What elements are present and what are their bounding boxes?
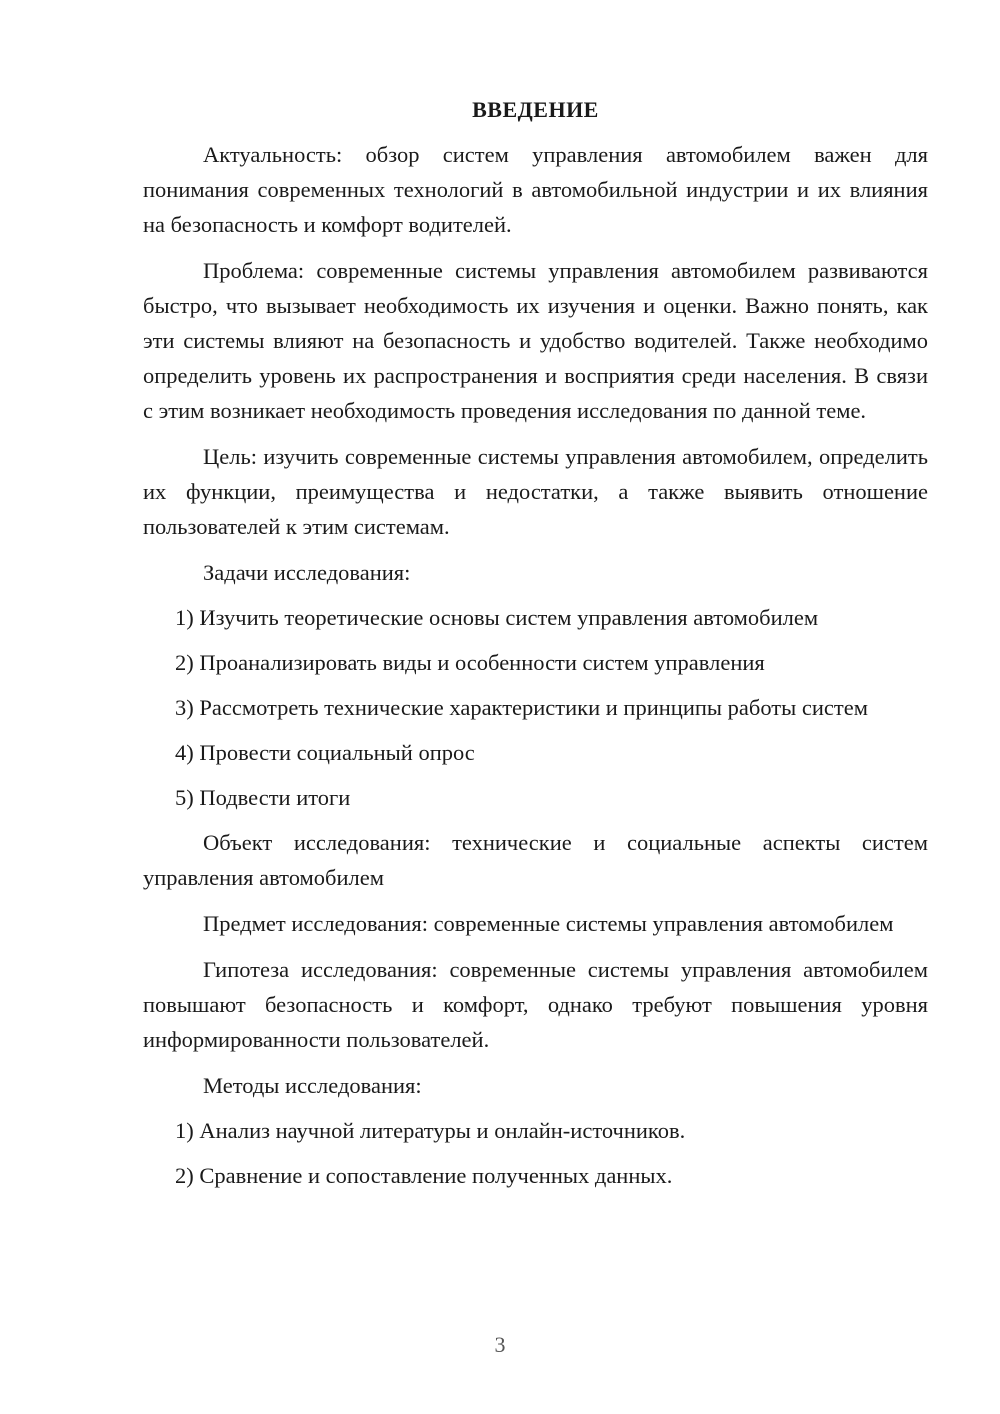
document-page — [143, 92, 928, 1203]
problem-paragraph: Проблема: современные системы управления автомобилем развиваются быстро, что вызывает необходимость их изучения и оценки. Важно понять, как эти системы влияют на безопасность и удобство водителей. Также необходимо определить уровень их распространения и восприятия среди населения. В связи с этим возникает необходимость проведения исследования по данной теме. — [143, 258, 928, 423]
hypothesis-paragraph: Гипотеза исследования: современные системы управления автомобилем повышают безопасность и комфорт, однако требуют повышения уровня информированности пользователей. — [143, 957, 928, 1052]
tasks-heading: Задачи исследования: — [203, 560, 411, 585]
method-item-1: 1) Анализ научной литературы и онлайн-источников. — [175, 1118, 686, 1143]
task-item-2: 2) Проанализировать виды и особенности систем управления — [175, 650, 765, 675]
task-item-3: 3) Рассмотреть технические характеристики и принципы работы систем — [175, 695, 868, 720]
page-number: 3 — [494, 1332, 506, 1357]
task-item-5: 5) Подвести итоги — [175, 785, 351, 810]
task-item-4: 4) Провести социальный опрос — [175, 740, 475, 765]
task-item-1: 1) Изучить теоретические основы систем управления автомобилем — [175, 605, 819, 630]
method-item-2: 2) Сравнение и сопоставление полученных данных. — [175, 1163, 673, 1188]
object-paragraph: Объект исследования: технические и социальные аспекты систем управления автомобилем — [143, 830, 928, 890]
goal-paragraph: Цель: изучить современные системы управления автомобилем, определить их функции, преимущества и недостатки, а также выявить отношение пользователей к этим системам. — [143, 444, 928, 539]
section-title: ВВЕДЕНИЕ — [472, 97, 599, 122]
methods-heading: Методы исследования: — [203, 1073, 422, 1098]
subject-paragraph: Предмет исследования: современные системы управления автомобилем — [203, 911, 894, 936]
relevance-paragraph: Актуальность: обзор систем управления автомобилем важен для понимания современных технологий в автомобильной индустрии и их влияния на безопасность и комфорт водителей. — [143, 142, 928, 237]
